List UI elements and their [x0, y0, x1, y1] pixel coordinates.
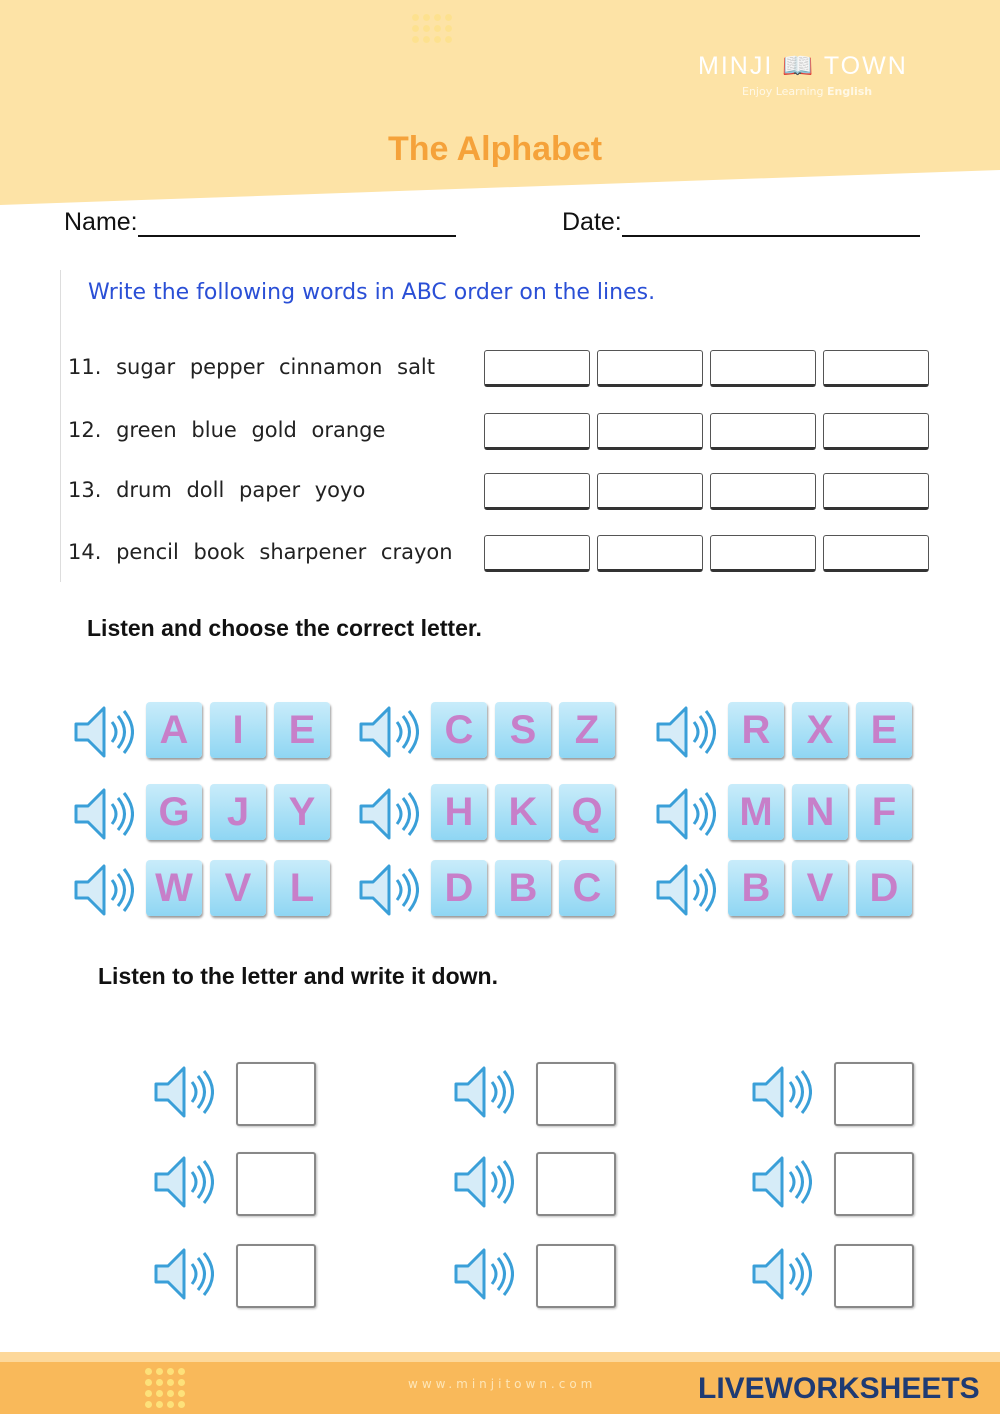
letter-input-box[interactable] — [834, 1244, 914, 1308]
liveworksheets-logo: LIVEWORKSHEETS — [698, 1372, 980, 1405]
name-label: Name: — [64, 208, 138, 236]
letter-choice[interactable]: F — [856, 784, 912, 840]
letter-choice[interactable]: R — [728, 702, 784, 758]
letter-choice[interactable]: A — [146, 702, 202, 758]
abc-instruction: Write the following words in ABC order on the lines. — [88, 280, 656, 305]
speaker-icon[interactable] — [748, 1242, 812, 1306]
letter-choice[interactable]: D — [856, 860, 912, 916]
speaker-icon[interactable] — [450, 1060, 514, 1124]
letter-choice[interactable]: L — [274, 860, 330, 916]
footer-strip — [0, 1352, 1000, 1362]
letter-input-box[interactable] — [536, 1244, 616, 1308]
footer-dots — [145, 1368, 185, 1408]
page-title: The Alphabet — [387, 130, 603, 168]
abc-question: 12. green blue gold orange — [68, 418, 386, 442]
letter-input-box[interactable] — [236, 1152, 316, 1216]
answer-box[interactable] — [597, 350, 703, 387]
speaker-icon[interactable] — [150, 1150, 214, 1214]
speaker-icon[interactable] — [150, 1060, 214, 1124]
speaker-icon[interactable] — [748, 1150, 812, 1214]
answer-box[interactable] — [823, 350, 929, 387]
letter-choice[interactable]: E — [274, 702, 330, 758]
letter-input-box[interactable] — [536, 1152, 616, 1216]
answer-box[interactable] — [710, 413, 816, 450]
answer-box[interactable] — [710, 473, 816, 510]
letter-choice[interactable]: Y — [274, 784, 330, 840]
letter-choice[interactable]: V — [792, 860, 848, 916]
abc-question: 11. sugar pepper cinnamon salt — [68, 355, 436, 379]
speaker-icon[interactable] — [450, 1242, 514, 1306]
letter-choice[interactable]: G — [146, 784, 202, 840]
tagline-plain: Enjoy Learning — [742, 85, 824, 98]
letter-choice[interactable]: C — [559, 860, 615, 916]
letter-choice[interactable]: S — [495, 702, 551, 758]
abc-question: 13. drum doll paper yoyo — [68, 478, 366, 502]
letter-input-box[interactable] — [236, 1244, 316, 1308]
letter-choice[interactable]: E — [856, 702, 912, 758]
letter-choice[interactable]: V — [210, 860, 266, 916]
choose-instruction: Listen and choose the correct letter. — [87, 615, 482, 641]
letter-choice[interactable]: W — [146, 860, 202, 916]
date-field[interactable] — [562, 208, 920, 237]
answer-box[interactable] — [484, 413, 590, 450]
answer-box[interactable] — [597, 413, 703, 450]
speaker-icon[interactable] — [450, 1150, 514, 1214]
answer-box[interactable] — [710, 350, 816, 387]
letter-choice[interactable]: N — [792, 784, 848, 840]
speaker-icon[interactable] — [652, 858, 716, 922]
brand-logo: MINJI 📖 TOWN — [698, 52, 908, 80]
answer-box[interactable] — [823, 473, 929, 510]
name-field[interactable] — [64, 208, 456, 237]
header-banner — [0, 0, 1000, 205]
date-label: Date: — [562, 208, 622, 236]
website-url: www.minjitown.com — [408, 1377, 597, 1391]
letter-choice[interactable]: M — [728, 784, 784, 840]
speaker-icon[interactable] — [355, 858, 419, 922]
answer-box[interactable] — [597, 473, 703, 510]
write-instruction: Listen to the letter and write it down. — [98, 963, 498, 989]
answer-box[interactable] — [823, 535, 929, 572]
letter-input-box[interactable] — [536, 1062, 616, 1126]
letter-choice[interactable]: J — [210, 784, 266, 840]
letter-choice[interactable]: Z — [559, 702, 615, 758]
answer-box[interactable] — [484, 535, 590, 572]
letter-choice[interactable]: B — [495, 860, 551, 916]
decor-dots — [412, 14, 452, 43]
letter-choice[interactable]: X — [792, 702, 848, 758]
answer-box[interactable] — [484, 473, 590, 510]
letter-choice[interactable]: I — [210, 702, 266, 758]
letter-choice[interactable]: C — [431, 702, 487, 758]
speaker-icon[interactable] — [652, 700, 716, 764]
speaker-icon[interactable] — [70, 782, 134, 846]
answer-box[interactable] — [484, 350, 590, 387]
speaker-icon[interactable] — [355, 782, 419, 846]
speaker-icon[interactable] — [70, 858, 134, 922]
letter-input-box[interactable] — [834, 1062, 914, 1126]
letter-choice[interactable]: D — [431, 860, 487, 916]
letter-choice[interactable]: H — [431, 784, 487, 840]
letter-choice[interactable]: K — [495, 784, 551, 840]
tagline-bold: English — [826, 85, 873, 98]
letter-input-box[interactable] — [834, 1152, 914, 1216]
speaker-icon[interactable] — [748, 1060, 812, 1124]
letter-choice[interactable]: B — [728, 860, 784, 916]
abc-question: 14. pencil book sharpener crayon — [68, 540, 453, 564]
speaker-icon[interactable] — [150, 1242, 214, 1306]
speaker-icon[interactable] — [652, 782, 716, 846]
brand-tagline — [742, 85, 872, 98]
answer-box[interactable] — [597, 535, 703, 572]
speaker-icon[interactable] — [70, 700, 134, 764]
letter-choice[interactable]: Q — [559, 784, 615, 840]
answer-box[interactable] — [823, 413, 929, 450]
letter-input-box[interactable] — [236, 1062, 316, 1126]
speaker-icon[interactable] — [355, 700, 419, 764]
answer-box[interactable] — [710, 535, 816, 572]
